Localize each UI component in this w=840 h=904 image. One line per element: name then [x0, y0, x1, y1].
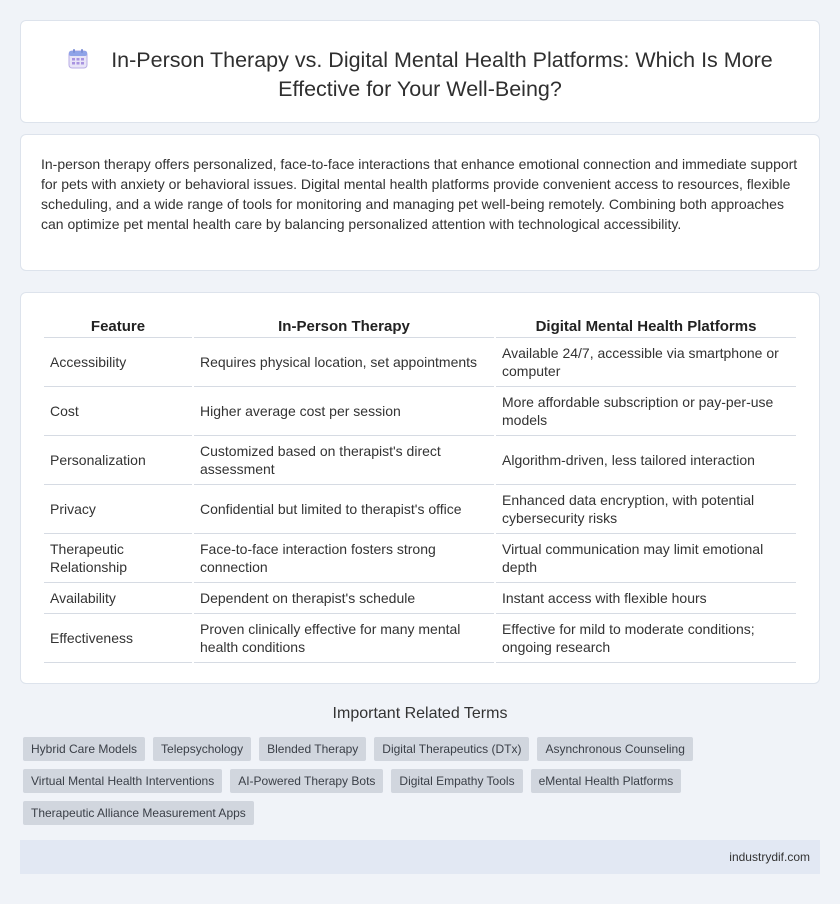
feature-cell: Availability — [44, 583, 192, 614]
header-digital: Digital Mental Health Platforms — [496, 313, 796, 338]
table-row — [44, 534, 796, 583]
term-tag[interactable]: Asynchronous Counseling — [537, 737, 692, 761]
term-tag[interactable]: AI-Powered Therapy Bots — [230, 769, 383, 793]
term-tag[interactable]: Blended Therapy — [259, 737, 366, 761]
digital-cell: Enhanced data encryption, with potential cybersecurity risks — [496, 485, 796, 534]
term-tag[interactable]: Virtual Mental Health Interventions — [23, 769, 222, 793]
table-row — [44, 485, 796, 534]
header-card — [20, 20, 820, 123]
feature-cell: Privacy — [44, 485, 192, 534]
term-tag[interactable]: eMental Health Platforms — [531, 769, 682, 793]
comparison-card — [20, 292, 820, 684]
digital-cell: Effective for mild to moderate conditions; ongoing research — [496, 614, 796, 663]
in-person-cell: Requires physical location, set appointments — [194, 338, 494, 387]
comparison-table — [42, 313, 798, 663]
page-title-text: In-Person Therapy vs. Digital Mental Health Platforms: Which Is More Effective for Your Well-Being? — [111, 48, 773, 101]
table-row — [44, 583, 796, 614]
footer-site-link[interactable]: industrydif.com — [729, 850, 810, 864]
footer — [20, 840, 820, 874]
digital-cell: Available 24/7, accessible via smartphone or computer — [496, 338, 796, 387]
page-title — [21, 46, 819, 104]
feature-cell: Cost — [44, 387, 192, 436]
digital-cell: More affordable subscription or pay-per-use models — [496, 387, 796, 436]
table-row — [44, 436, 796, 485]
table-header-row — [44, 313, 796, 338]
table-row — [44, 614, 796, 663]
in-person-cell: Higher average cost per session — [194, 387, 494, 436]
term-tag[interactable]: Therapeutic Alliance Measurement Apps — [23, 801, 254, 825]
term-tag[interactable]: Digital Empathy Tools — [391, 769, 522, 793]
in-person-cell: Customized based on therapist's direct assessment — [194, 436, 494, 485]
calendar-icon — [67, 48, 89, 70]
digital-cell: Algorithm-driven, less tailored interaction — [496, 436, 796, 485]
header-in-person: In-Person Therapy — [194, 313, 494, 338]
in-person-cell: Proven clinically effective for many mental health conditions — [194, 614, 494, 663]
in-person-cell: Confidential but limited to therapist's office — [194, 485, 494, 534]
table-row — [44, 387, 796, 436]
term-tag[interactable]: Hybrid Care Models — [23, 737, 145, 761]
header-feature: Feature — [44, 313, 192, 338]
feature-cell: Accessibility — [44, 338, 192, 387]
intro-card — [20, 134, 820, 271]
feature-cell: Personalization — [44, 436, 192, 485]
intro-paragraph: In-person therapy offers personalized, face-to-face interactions that enhance emotional connection and immediate support for pets with anxiety or behavioral issues. Digital mental health platforms provide convenient access to resources, flexible scheduling, and a wide range of tools for monitoring and managing pet well-being remotely. Combining both approaches can optimize pet mental health care by balancing personalized attention with technological accessibility. — [41, 156, 798, 232]
digital-cell: Virtual communication may limit emotional depth — [496, 534, 796, 583]
digital-cell: Instant access with flexible hours — [496, 583, 796, 614]
in-person-cell: Face-to-face interaction fosters strong connection — [194, 534, 494, 583]
table-row — [44, 338, 796, 387]
related-terms-list — [23, 737, 723, 825]
term-tag[interactable]: Digital Therapeutics (DTx) — [374, 737, 529, 761]
term-tag[interactable]: Telepsychology — [153, 737, 251, 761]
in-person-cell: Dependent on therapist's schedule — [194, 583, 494, 614]
feature-cell: Effectiveness — [44, 614, 192, 663]
feature-cell: Therapeutic Relationship — [44, 534, 192, 583]
related-terms-title: Important Related Terms — [332, 705, 508, 722]
